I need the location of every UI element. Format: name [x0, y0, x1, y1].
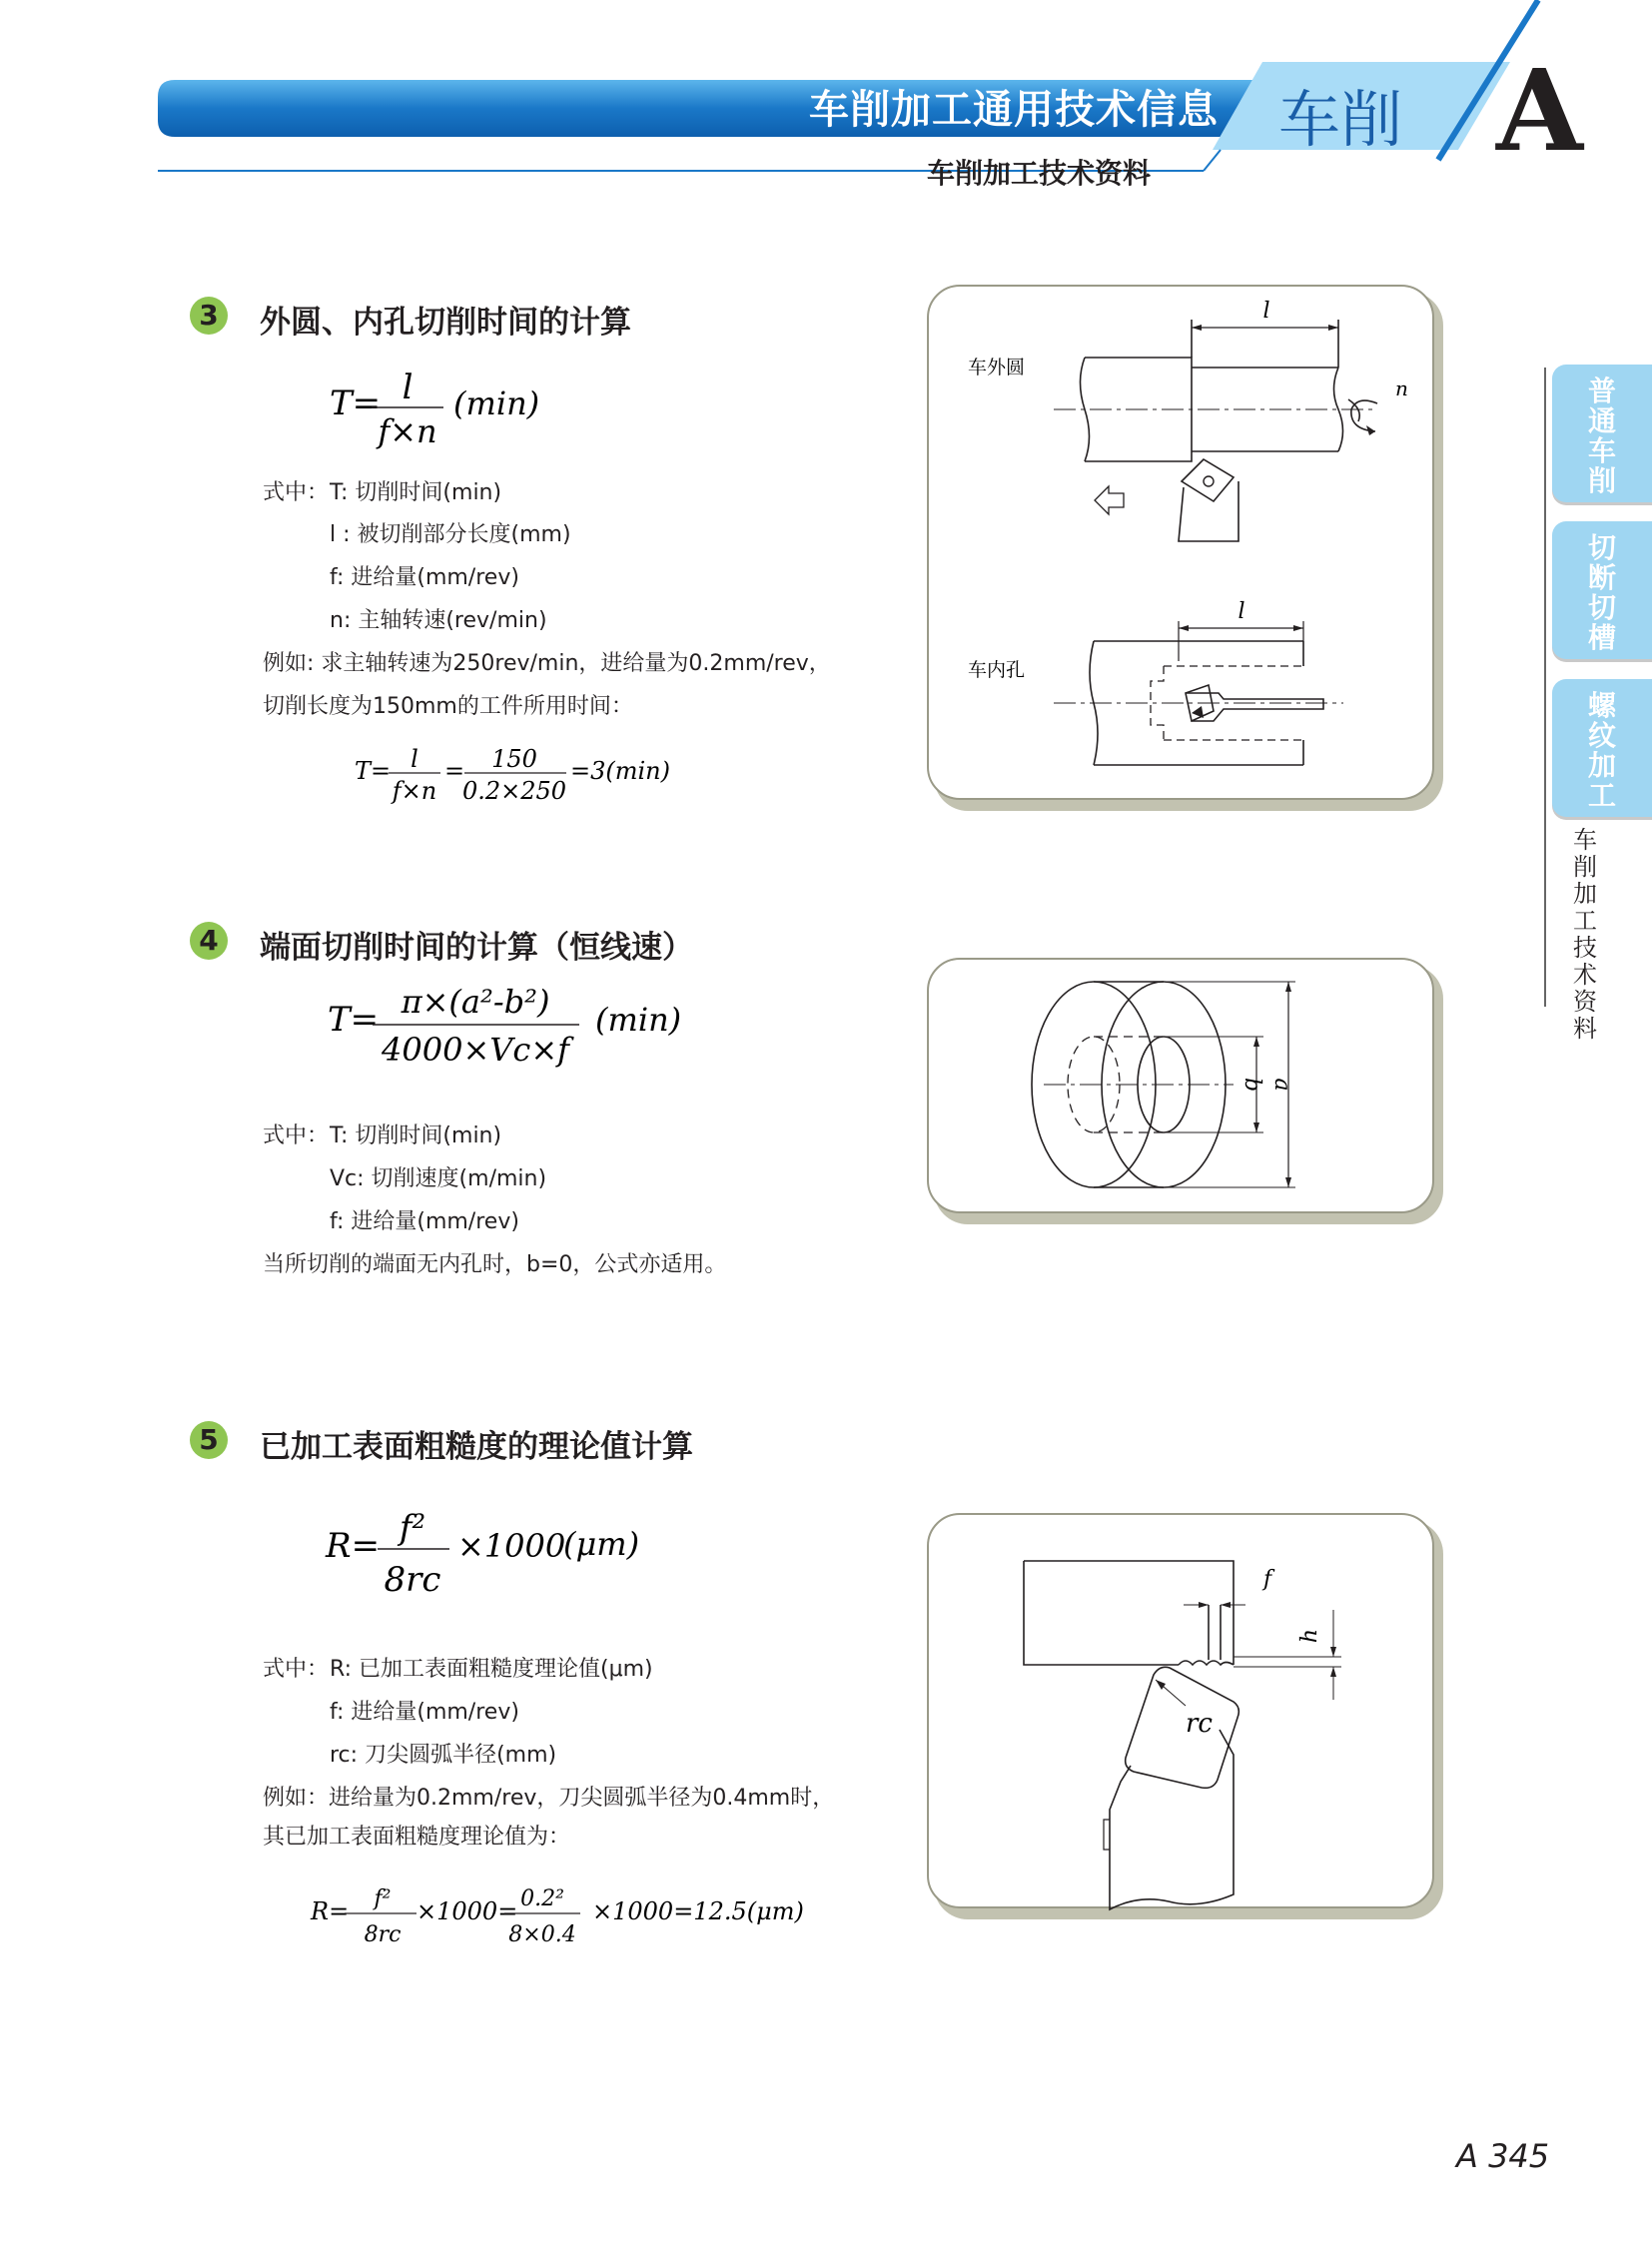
formula-roughness: [318, 1503, 677, 1603]
side-divider: [1544, 368, 1546, 1007]
svg-text:(min): (min): [595, 1001, 682, 1039]
var-line: f: 进给量(mm/rev): [330, 1700, 519, 1725]
formula-face-time: [318, 981, 697, 1081]
section-title: 端面切削时间的计算（恒线速）: [260, 930, 693, 966]
svg-text:(μm): (μm): [563, 1525, 640, 1563]
svg-text:×1000: ×1000: [457, 1527, 566, 1565]
svg-text:a: a: [1269, 1078, 1294, 1092]
svg-text:=3(min): =3(min): [570, 757, 670, 785]
svg-text:8rc: 8rc: [364, 1922, 402, 1947]
svg-text:车外圆: 车外圆: [968, 357, 1026, 378]
header-subtitle: 车削加工技术资料: [927, 157, 1152, 190]
svg-text:l: l: [1238, 599, 1245, 624]
header-category: 车削: [1278, 83, 1403, 156]
svg-text:T=: T=: [328, 1000, 380, 1040]
svg-text:l: l: [402, 368, 413, 407]
section-number: 3: [190, 297, 228, 335]
formula-cut-time: [320, 365, 619, 454]
svg-text:l: l: [1262, 299, 1270, 324]
svg-text:l: l: [411, 745, 418, 773]
example-line: 切削长度为150mm的工件所用时间：: [263, 694, 633, 719]
svg-text:R=: R=: [311, 1897, 350, 1925]
page-number: A 345: [1456, 2137, 1550, 2175]
svg-text:=: =: [444, 757, 465, 785]
section-title: 已加工表面粗糙度的理论值计算: [260, 1429, 693, 1465]
var-line: rc: 刀尖圆弧半径(mm): [330, 1743, 557, 1768]
svg-text:π×(a²-b²): π×(a²-b²): [401, 983, 550, 1021]
side-tab-label: 切断切槽: [1587, 531, 1616, 654]
svg-text:150: 150: [491, 745, 537, 773]
svg-text:R=: R=: [326, 1526, 381, 1566]
svg-text:T=: T=: [355, 757, 392, 785]
header-letter: A: [1496, 46, 1583, 177]
section-number: 5: [190, 1421, 228, 1459]
svg-text:f²: f²: [374, 1886, 392, 1911]
section-number: 4: [190, 922, 228, 960]
var-line: R: 已加工表面粗糙度理论值(μm): [330, 1657, 653, 1682]
svg-text:×1000=12.5(μm): ×1000=12.5(μm): [592, 1897, 804, 1925]
svg-text:f×n: f×n: [378, 412, 437, 450]
svg-text:h: h: [1297, 1628, 1322, 1644]
section-title: 外圆、内孔切削时间的计算: [260, 305, 631, 341]
side-tab-label: 普通车削: [1587, 374, 1616, 497]
turning-diagram: [924, 282, 1443, 813]
var-line: f: 进给量(mm/rev): [330, 565, 519, 590]
side-tab-parting-grooving[interactable]: [1552, 521, 1652, 659]
svg-text:4000×Vc×f: 4000×Vc×f: [382, 1031, 569, 1069]
svg-text:0.2²: 0.2²: [520, 1886, 564, 1911]
svg-text:rc: rc: [1186, 1709, 1213, 1739]
side-caption: 车削加工技术资料: [1573, 826, 1597, 1043]
svg-text:×1000=: ×1000=: [416, 1897, 518, 1925]
var-line: Vc: 切削速度(m/min): [330, 1166, 547, 1191]
var-line: T: 切削时间(min): [330, 1123, 502, 1148]
where-label: 式中：: [263, 1657, 330, 1682]
svg-text:8×0.4: 8×0.4: [508, 1922, 576, 1947]
svg-text:f: f: [1263, 1567, 1272, 1592]
header-title: 车削加工通用技术信息: [809, 87, 1219, 133]
svg-text:f×n: f×n: [392, 777, 437, 805]
svg-text:f²: f²: [399, 1508, 426, 1548]
svg-text:b: b: [1239, 1077, 1264, 1093]
side-tab-label: 螺纹加工: [1587, 689, 1616, 812]
svg-text:8rc: 8rc: [384, 1560, 441, 1600]
example-formula: [305, 1879, 804, 1959]
facing-diagram: [924, 955, 1443, 1224]
svg-text:0.2×250: 0.2×250: [461, 777, 567, 805]
svg-text:(min): (min): [453, 384, 540, 422]
side-tab-general-turning[interactable]: [1552, 365, 1652, 502]
svg-text:车内孔: 车内孔: [968, 659, 1026, 681]
var-line: T: 切削时间(min): [330, 480, 502, 505]
side-tab-threading[interactable]: [1552, 679, 1652, 817]
svg-text:n: n: [1395, 376, 1408, 400]
example-formula: [345, 739, 724, 809]
var-line: n: 主轴转速(rev/min): [330, 608, 547, 633]
svg-text:T=: T=: [330, 383, 382, 423]
var-line: l : 被切削部分长度(mm): [330, 522, 571, 547]
example-line: 例如：进给量为0.2mm/rev，刀尖圆弧半径为0.4mm时，: [263, 1786, 835, 1811]
example-line: 例如: 求主轴转速为250rev/min，进给量为0.2mm/rev，: [263, 651, 831, 676]
where-label: 式中：: [263, 480, 330, 505]
example-line: 其已加工表面粗糙度理论值为：: [263, 1825, 571, 1850]
where-label: 式中：: [263, 1123, 330, 1148]
var-line: f: 进给量(mm/rev): [330, 1209, 519, 1234]
roughness-diagram: [924, 1510, 1443, 1919]
note-line: 当所切削的端面无内孔时，b=0，公式亦适用。: [263, 1252, 727, 1277]
